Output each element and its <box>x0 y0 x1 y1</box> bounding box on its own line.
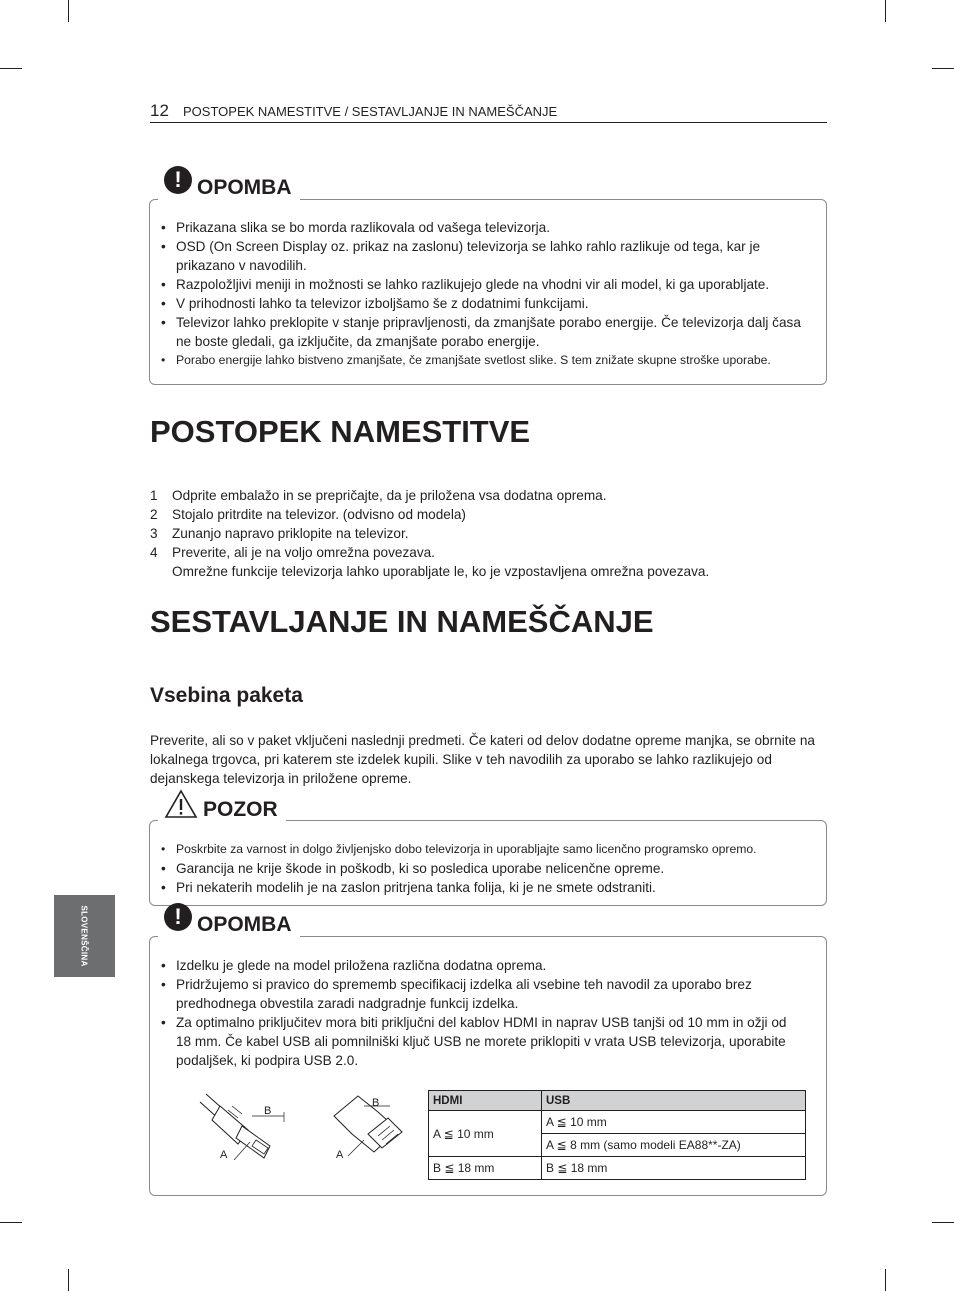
hdmi-connector-illustration <box>198 1086 308 1166</box>
table-row <box>429 1157 806 1180</box>
note-header <box>158 904 300 939</box>
list-item: • Izdelku je glede na model priložena različna dodatna oprema. <box>150 956 800 975</box>
list-item: • Pri nekaterih modelih je na zaslon pritrjena tanka folija, ki je ne smete odstraniti. <box>150 878 818 897</box>
crop-mark <box>885 0 886 22</box>
usb-connector-illustration <box>328 1086 418 1166</box>
subsection-title: Vsebina paketa <box>150 684 303 707</box>
crop-mark <box>885 1269 886 1291</box>
list-item: • Prikazana slika se bo morda razlikovala od vašega televizorja. <box>150 218 818 237</box>
list-item: • Porabo energije lahko bistveno zmanjšate, če zmanjšate svetlost slike. S tem znižate skupne stroške uporabe. <box>150 351 818 370</box>
list-item: • V prihodnosti lahko ta televizor izboljšamo še z dodatnimi funkcijami. <box>150 294 818 313</box>
table-header: HDMI <box>429 1091 542 1111</box>
header-title: POSTOPEK NAMESTITVE / SESTAVLJANJE IN NAMEŠČANJE <box>183 104 558 119</box>
caution-box <box>149 798 827 906</box>
table-cell: B ≦ 18 mm <box>429 1157 542 1180</box>
list-item: • Pridržujemo si pravico do sprememb specifikacij izdelka ali vsebine teh navodil za uporabo brez predhodnega obvestila zaradi nadgradnje funkcij izdelka. <box>150 975 800 1013</box>
list-item: • Razpoložljivi meniji in možnosti se lahko razlikujejo glede na vhodni vir ali model, ki ga uporabljate. <box>150 275 818 294</box>
list-item: • Televizor lahko preklopite v stanje pripravljenosti, da zmanjšate porabo energije. Če televizorja dalj časa ne boste gledali, ga izključite, da zmanjšate porabo energije. <box>150 313 818 351</box>
language-tab <box>54 895 115 977</box>
list-item: • Poskrbite za varnost in dolgo življenjsko dobo televizorja in uporabljajte samo licenčno programsko opremo. <box>150 840 818 859</box>
crop-mark <box>932 1222 954 1223</box>
note-box-1 <box>149 167 827 385</box>
list-item: 3 Zunanjo napravo priklopite na televizor. <box>150 526 409 541</box>
warning-triangle-icon <box>164 789 198 819</box>
crop-mark <box>68 0 69 22</box>
table-header-row <box>429 1091 806 1111</box>
list-item: • Za optimalno priključitev mora biti priključni del kablov HDMI in naprav USB tanjši od 10 mm in ožji od 18 mm. Če kabel USB ali pomnilniški ključ USB ne morete priklopiti v vrata USB televizorja, uporabite podaljšek, ki podpira USB 2.0. <box>150 1013 800 1070</box>
label-a: A <box>336 1149 344 1161</box>
label-b: B <box>372 1097 380 1109</box>
section-title-installation: POSTOPEK NAMESTITVE <box>150 414 531 449</box>
package-paragraph: Preverite, ali so v paket vključeni naslednji predmeti. Če kateri od delov dodatne opreme manjka, se obrnite na lokalnega trgovca, pri katerem ste izdelek kupili. Slike v teh navodilih za uporabo se lahko razlikujejo od dejanskega televizorja in priložene opreme. <box>150 733 815 786</box>
crop-mark <box>0 1222 22 1223</box>
caution-header <box>158 795 286 825</box>
language-label: SLOVENŠČINA <box>79 905 89 967</box>
table-row <box>429 1111 806 1134</box>
list-item-continuation: Omrežne funkcije televizorja lahko uporabljate le, ko je vzpostavljena omrežna povezava. <box>172 564 710 579</box>
label-b: B <box>264 1105 272 1117</box>
note-list <box>150 956 800 1070</box>
connector-size-table <box>428 1090 806 1180</box>
note-list <box>150 218 818 370</box>
note-header <box>158 167 300 202</box>
page-number: 12 <box>150 101 169 120</box>
crop-mark <box>68 1269 69 1291</box>
crop-mark <box>932 68 954 69</box>
list-item: 4 Preverite, ali je na voljo omrežna povezava. <box>150 545 435 560</box>
page-header <box>150 101 827 123</box>
list-item: 2 Stojalo pritrdite na televizor. (odvisno od modela) <box>150 507 466 522</box>
table-header: USB <box>542 1091 806 1111</box>
caution-list <box>150 840 818 897</box>
note-label: OPOMBA <box>197 913 292 936</box>
list-item: • Garancija ne krije škode in poškodb, ki so posledica uporabe nelicenčne opreme. <box>150 859 818 878</box>
table-cell: A ≦ 8 mm (samo modeli EA88**-ZA) <box>542 1134 806 1157</box>
caution-label: POZOR <box>203 798 278 821</box>
table-cell: B ≦ 18 mm <box>542 1157 806 1180</box>
section-title-assembly: SESTAVLJANJE IN NAMEŠČANJE <box>150 604 654 639</box>
table-cell: A ≦ 10 mm <box>429 1111 542 1157</box>
exclamation-icon: ! <box>164 166 192 194</box>
note-label: OPOMBA <box>197 176 292 199</box>
installation-steps <box>150 486 709 581</box>
list-item: • OSD (On Screen Display oz. prikaz na zaslonu) televizorja se lahko rahlo razlikuje od tega, kar je prikazano v navodilih. <box>150 237 818 275</box>
label-a: A <box>220 1149 228 1161</box>
table-cell: A ≦ 10 mm <box>542 1111 806 1134</box>
exclamation-icon: ! <box>164 903 192 931</box>
list-item: 1 Odprite embalažo in se prepričajte, da je priložena vsa dodatna oprema. <box>150 488 607 503</box>
crop-mark <box>0 68 22 69</box>
